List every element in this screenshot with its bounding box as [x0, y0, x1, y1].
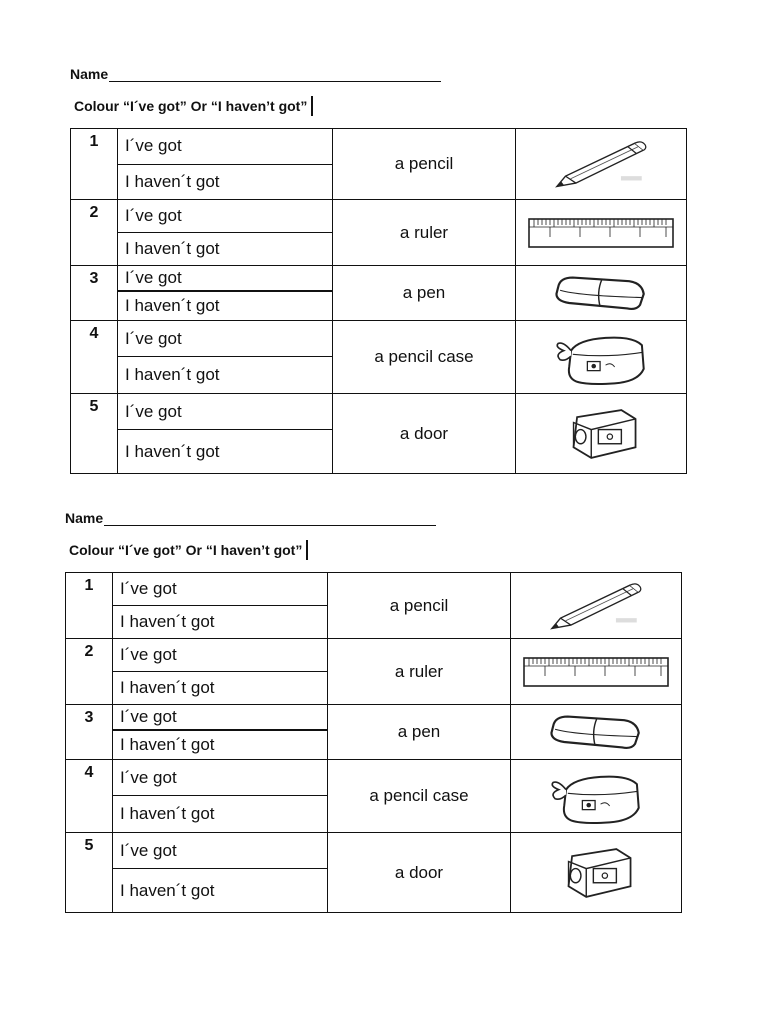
pencil-case-icon: [511, 760, 682, 833]
instruction-label: Colour “I´ve got” Or “I haven’t got”: [69, 542, 303, 558]
instruction-text: [74, 96, 313, 116]
table-row: [66, 705, 682, 731]
option-havent[interactable]: I haven´t got: [118, 233, 333, 266]
option-havent[interactable]: I haven´t got: [118, 164, 333, 200]
worksheet-table: [70, 128, 687, 474]
instruction-label: Colour “I´ve got” Or “I haven’t got”: [74, 98, 308, 114]
name-field[interactable]: [65, 510, 436, 526]
option-havent[interactable]: I haven´t got: [113, 606, 328, 639]
table-row: [66, 833, 682, 869]
item-number: 3: [66, 705, 113, 760]
instruction-text: [69, 540, 308, 560]
option-have[interactable]: I´ve got: [113, 760, 328, 796]
item-number: 4: [71, 321, 118, 394]
option-have[interactable]: I´ve got: [118, 266, 333, 292]
text-cursor: [311, 96, 313, 116]
option-havent[interactable]: I haven´t got: [113, 730, 328, 760]
option-have[interactable]: I´ve got: [113, 833, 328, 869]
option-havent[interactable]: I haven´t got: [113, 869, 328, 913]
option-have[interactable]: I´ve got: [113, 705, 328, 731]
table-row: [71, 129, 687, 165]
eraser-icon: [516, 266, 687, 321]
table-row: [71, 394, 687, 430]
item-number: 1: [66, 573, 113, 639]
object-name: a door: [333, 394, 516, 474]
table-row: [66, 573, 682, 606]
table-row: [66, 760, 682, 796]
name-label: Name: [65, 510, 104, 526]
table-row: [66, 639, 682, 672]
option-have[interactable]: I´ve got: [113, 639, 328, 672]
option-have[interactable]: I´ve got: [118, 321, 333, 357]
name-blank-line[interactable]: [104, 512, 436, 526]
option-havent[interactable]: I haven´t got: [118, 357, 333, 394]
object-name: a pencil case: [328, 760, 511, 833]
ruler-icon: [511, 639, 682, 705]
item-number: 1: [71, 129, 118, 200]
option-have[interactable]: I´ve got: [118, 394, 333, 430]
object-name: a door: [328, 833, 511, 913]
sharpener-icon: [511, 833, 682, 913]
item-number: 4: [66, 760, 113, 833]
ruler-icon: [516, 200, 687, 266]
object-name: a ruler: [333, 200, 516, 266]
object-name: a pen: [328, 705, 511, 760]
object-name: a pen: [333, 266, 516, 321]
item-number: 5: [66, 833, 113, 913]
option-have[interactable]: I´ve got: [113, 573, 328, 606]
table-row: [71, 266, 687, 292]
name-blank-line[interactable]: [109, 68, 441, 82]
option-havent[interactable]: I haven´t got: [113, 796, 328, 833]
option-have[interactable]: I´ve got: [118, 200, 333, 233]
pencil-icon: [511, 573, 682, 639]
item-number: 2: [71, 200, 118, 266]
option-havent[interactable]: I haven´t got: [118, 430, 333, 474]
object-name: a pencil: [333, 129, 516, 200]
object-name: a pencil: [328, 573, 511, 639]
table-row: [71, 321, 687, 357]
sharpener-icon: [516, 394, 687, 474]
pencil-case-icon: [516, 321, 687, 394]
name-label: Name: [70, 66, 109, 82]
object-name: a ruler: [328, 639, 511, 705]
eraser-icon: [511, 705, 682, 760]
item-number: 5: [71, 394, 118, 474]
text-cursor: [306, 540, 308, 560]
option-havent[interactable]: I haven´t got: [118, 291, 333, 321]
name-field[interactable]: [70, 66, 441, 82]
table-row: [71, 200, 687, 233]
object-name: a pencil case: [333, 321, 516, 394]
item-number: 3: [71, 266, 118, 321]
option-havent[interactable]: I haven´t got: [113, 672, 328, 705]
worksheet-table: [65, 572, 682, 913]
pencil-icon: [516, 129, 687, 200]
option-have[interactable]: I´ve got: [118, 129, 333, 165]
item-number: 2: [66, 639, 113, 705]
